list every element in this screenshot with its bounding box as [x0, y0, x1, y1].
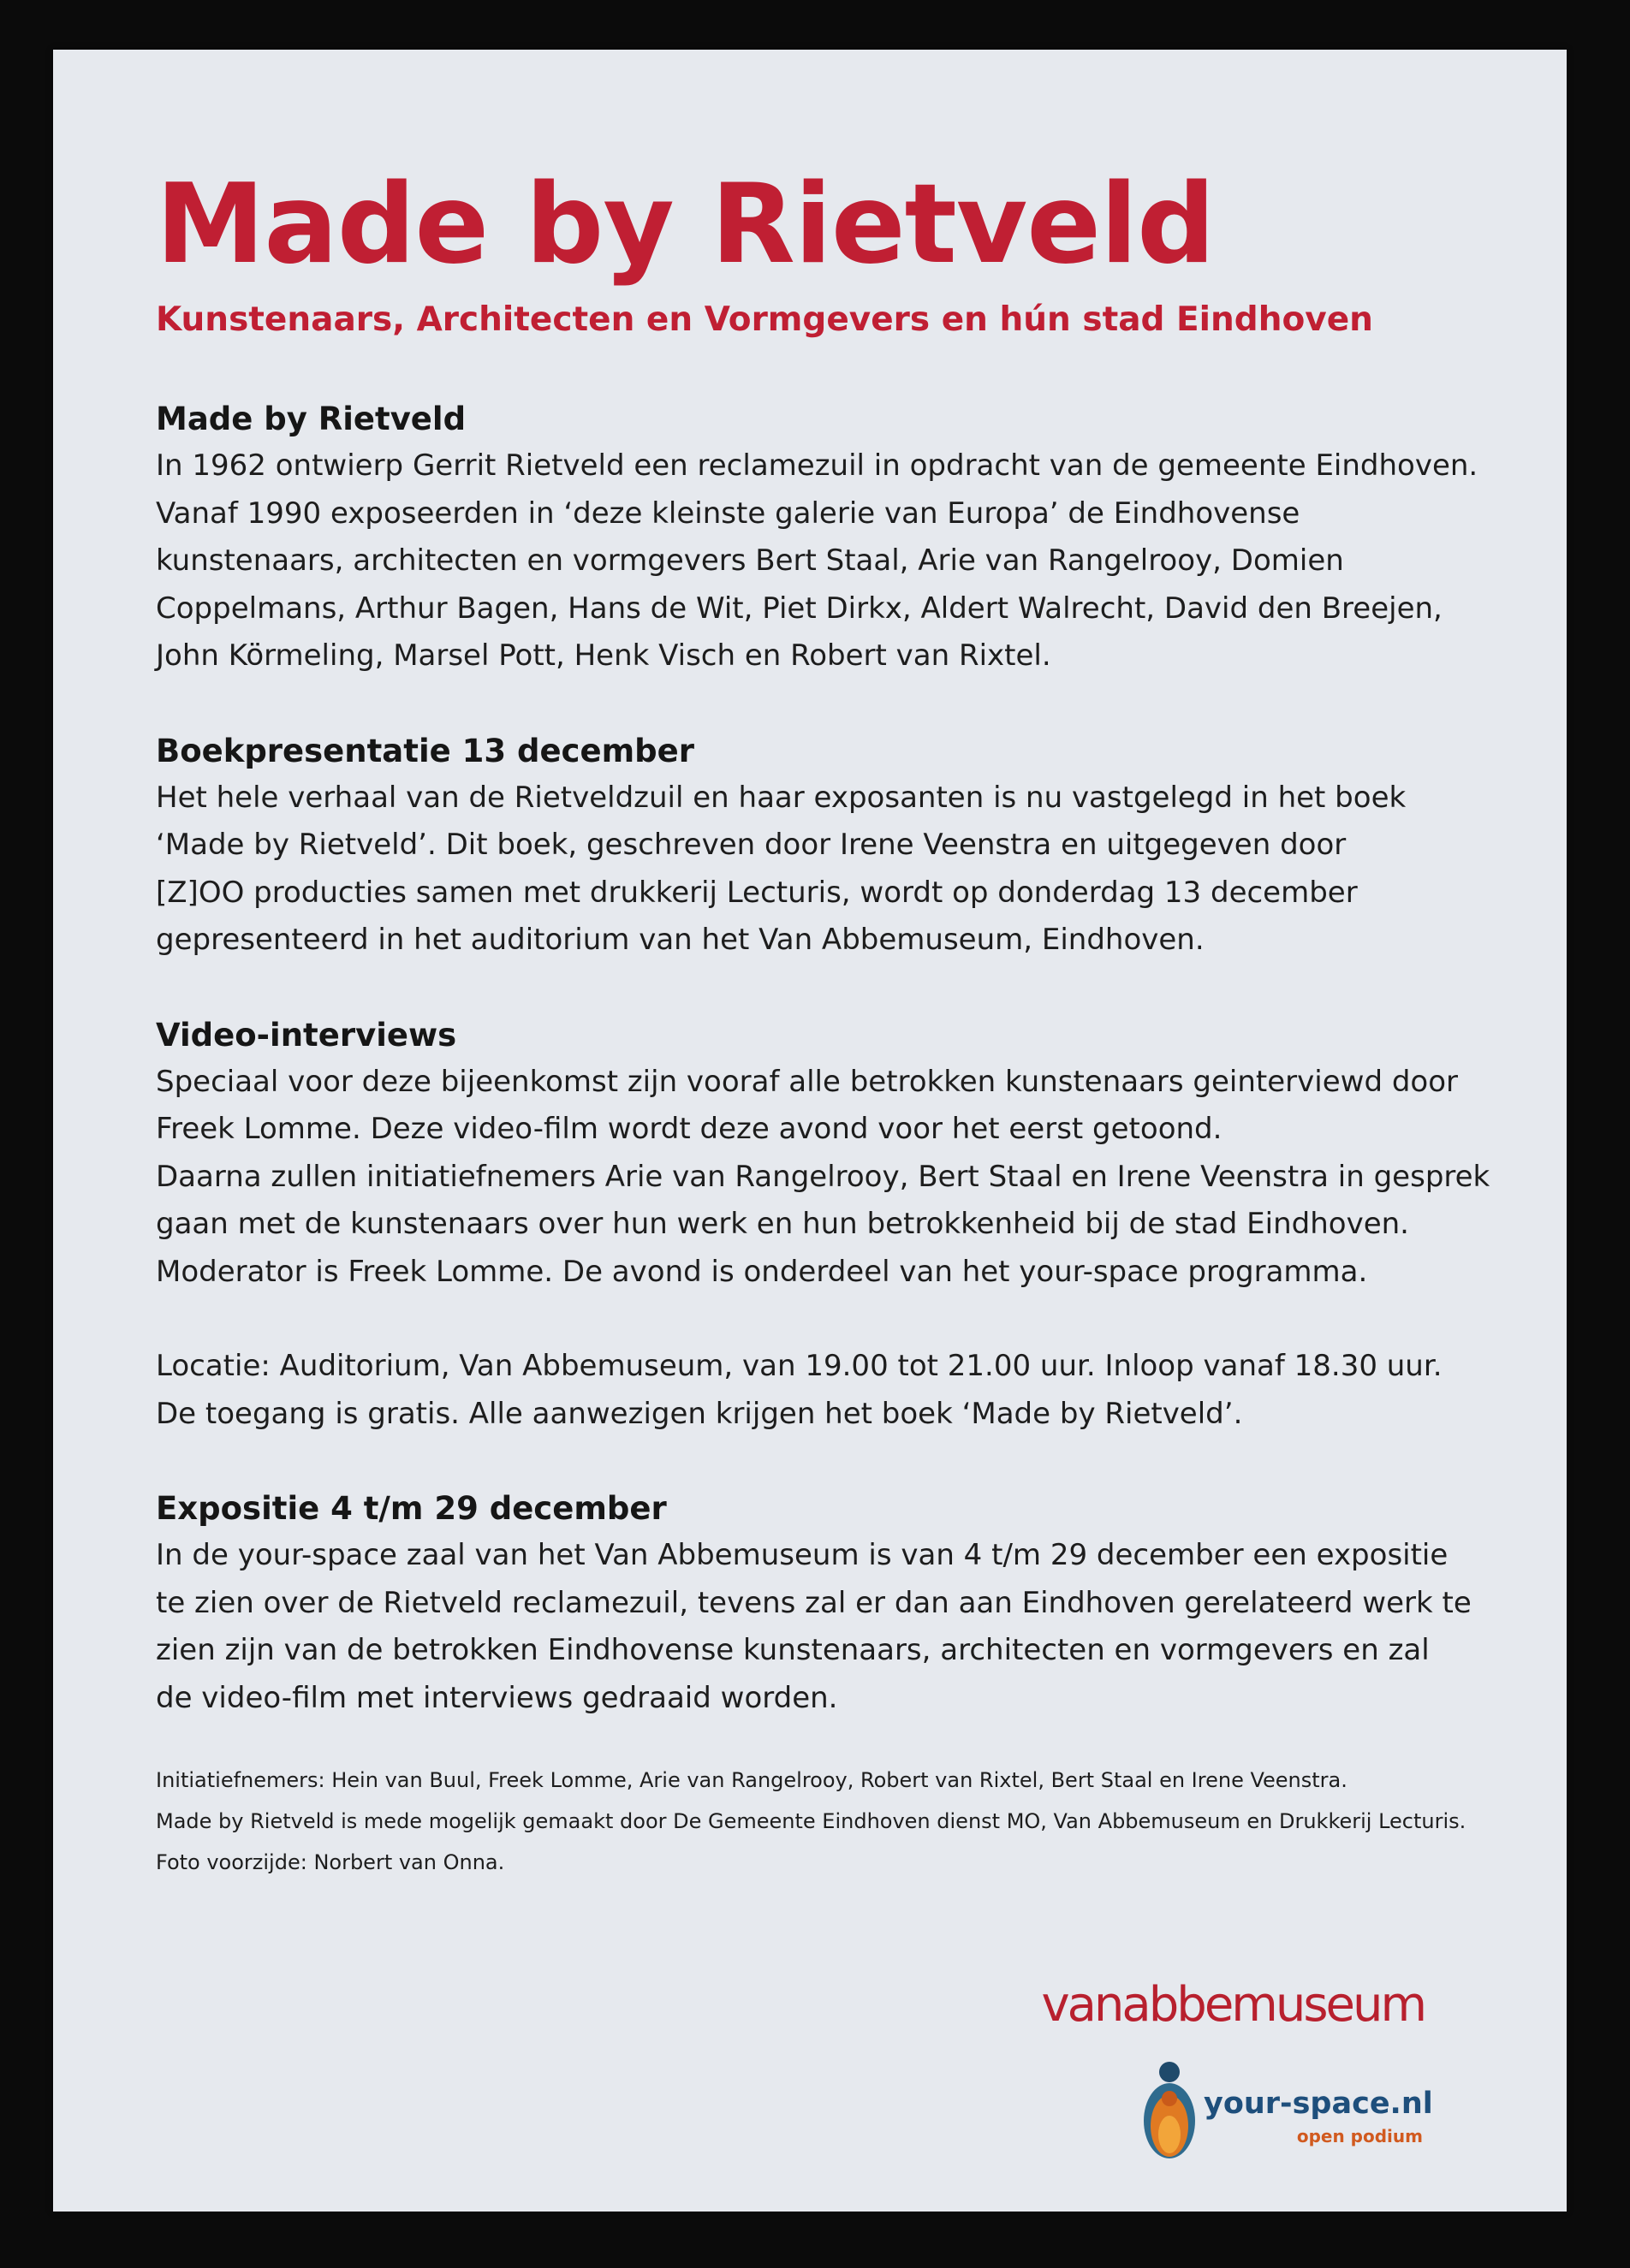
your-space-tagline: open podium	[1296, 2126, 1423, 2146]
text-line: John Körmeling, Marsel Pott, Henk Visch en Robert van Rixtel.	[156, 638, 1051, 673]
text-line: de video-film met interviews gedraaid worden.	[156, 1680, 838, 1715]
text-line: zien zijn van de betrokken Eindhovense kunstenaars, architecten en vormgevers en zal	[156, 1633, 1430, 1667]
text-line: Speciaal voor deze bijeenkomst zijn vooraf alle betrokken kunstenaars geinterviewd door	[156, 1064, 1459, 1099]
text-line: De toegang is gratis. Alle aanwezigen krijgen het boek ‘Made by Rietveld’.	[156, 1396, 1243, 1431]
section-locatie	[156, 1343, 1526, 1438]
your-space-logo	[1140, 2061, 1433, 2160]
your-space-name: your-space.nl	[1204, 2087, 1433, 2121]
text-line: In de your-space zaal van het Van Abbemuseum is van 4 t/m 29 december een expositie	[156, 1538, 1449, 1572]
text-line: Freek Lomme. Deze video-film wordt deze avond voor het eerst getoond.	[156, 1112, 1222, 1146]
text-line: gepresenteerd in het auditorium van het Van Abbemuseum, Eindhoven.	[156, 923, 1205, 957]
section-expositie	[156, 1485, 1526, 1722]
text-line: gaan met de kunstenaars over hun werk en hun betrokkenheid bij de stad Eindhoven.	[156, 1207, 1409, 1241]
text-line: In 1962 ontwierp Gerrit Rietveld een reclamezuil in opdracht van de gemeente Eindhoven.	[156, 448, 1478, 483]
section-heading: Made by Rietveld	[156, 401, 467, 437]
text-line: kunstenaars, architecten en vormgevers Bert Staal, Arie van Rangelrooy, Domien	[156, 543, 1344, 578]
your-space-figure-icon	[1140, 2061, 1200, 2160]
section-made-by-rietveld	[156, 395, 1526, 680]
flyer-card	[53, 50, 1567, 2212]
footnote-initiatiefnemers: Initiatiefnemers: Hein van Buul, Freek Lomme, Arie van Rangelrooy, Robert van Rixtel, Bert Staal en Irene Veenstra.	[156, 1768, 1347, 1792]
footnote-photo-credit: Foto voorzijde: Norbert van Onna.	[156, 1850, 505, 1874]
section-boekpresentatie	[156, 727, 1526, 965]
vanabbemuseum-logo: vanabbemuseum	[1041, 1977, 1425, 2033]
page-title: Made by Rietveld	[156, 161, 1215, 288]
section-heading: Expositie 4 t/m 29 december	[156, 1490, 667, 1527]
section-video-interviews	[156, 1012, 1526, 1297]
text-line: Vanaf 1990 exposeerden in ‘deze kleinste galerie van Europa’ de Eindhovense	[156, 496, 1300, 531]
text-line: Moderator is Freek Lomme. De avond is onderdeel van het your-space programma.	[156, 1254, 1368, 1289]
page-subtitle: Kunstenaars, Architecten en Vormgevers en hún stad Eindhoven	[156, 300, 1373, 339]
section-heading: Boekpresentatie 13 december	[156, 732, 694, 769]
text-line: te zien over de Rietveld reclamezuil, tevens zal er dan aan Eindhoven gerelateerd werk te	[156, 1585, 1472, 1620]
footnote-sponsors: Made by Rietveld is mede mogelijk gemaakt door De Gemeente Eindhoven dienst MO, Van Abbemuseum en Drukkerij Lecturis.	[156, 1809, 1466, 1833]
section-heading: Video-interviews	[156, 1016, 457, 1054]
text-line: Daarna zullen initiatiefnemers Arie van Rangelrooy, Bert Staal en Irene Veenstra in gesprek	[156, 1159, 1490, 1194]
text-line: Het hele verhaal van de Rietveldzuil en haar exposanten is nu vastgelegd in het boek	[156, 780, 1407, 815]
footnotes	[156, 1760, 1526, 1883]
text-line: Locatie: Auditorium, Van Abbemuseum, van 19.00 tot 21.00 uur. Inloop vanaf 18.30 uur.	[156, 1349, 1443, 1383]
text-line: ‘Made by Rietveld’. Dit boek, geschreven door Irene Veenstra en uitgegeven door	[156, 828, 1347, 862]
text-line: [Z]OO producties samen met drukkerij Lecturis, wordt op donderdag 13 december	[156, 875, 1358, 910]
text-line: Coppelmans, Arthur Bagen, Hans de Wit, Piet Dirkx, Aldert Walrecht, David den Breejen,	[156, 591, 1443, 626]
flyer-content	[156, 161, 1526, 1883]
